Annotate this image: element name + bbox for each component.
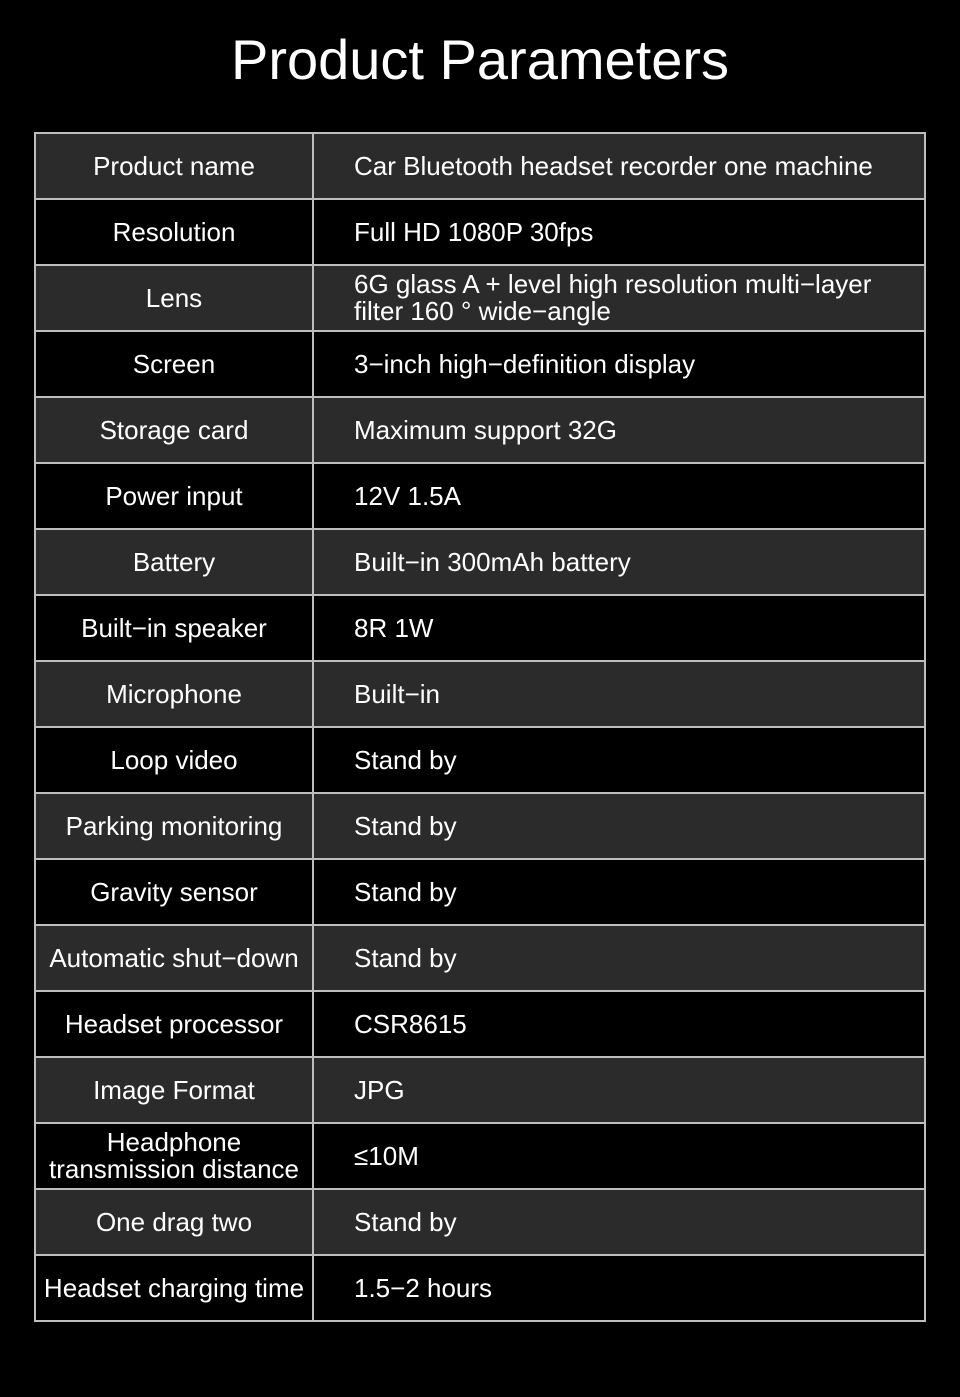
- param-label: Headset processor: [35, 991, 313, 1057]
- param-value: ≤10M: [313, 1123, 925, 1189]
- param-label: Power input: [35, 463, 313, 529]
- table-row: [35, 331, 925, 397]
- param-value: Stand by: [313, 793, 925, 859]
- page-title: Product Parameters: [231, 28, 729, 91]
- table-row: [35, 595, 925, 661]
- param-value: Built−in 300mAh battery: [313, 529, 925, 595]
- table-row: [35, 133, 925, 199]
- param-value: Stand by: [313, 1189, 925, 1255]
- table-row: [35, 1057, 925, 1123]
- param-label: Storage card: [35, 397, 313, 463]
- param-value: Maximum support 32G: [313, 397, 925, 463]
- table-row: [35, 1189, 925, 1255]
- table-row: [35, 991, 925, 1057]
- param-value: JPG: [313, 1057, 925, 1123]
- param-label: Headphone transmission distance: [35, 1123, 313, 1189]
- param-label: Loop video: [35, 727, 313, 793]
- table-row: [35, 529, 925, 595]
- table-row: [35, 859, 925, 925]
- param-label: Parking monitoring: [35, 793, 313, 859]
- param-value: Stand by: [313, 925, 925, 991]
- param-label: One drag two: [35, 1189, 313, 1255]
- param-value: Car Bluetooth headset recorder one machine: [313, 133, 925, 199]
- param-value: 8R 1W: [313, 595, 925, 661]
- param-label: Lens: [35, 265, 313, 331]
- param-value: CSR8615: [313, 991, 925, 1057]
- table-row: [35, 1123, 925, 1189]
- param-value: Stand by: [313, 859, 925, 925]
- param-label: Gravity sensor: [35, 859, 313, 925]
- param-value: 6G glass A + level high resolution multi−layer filter 160 ° wide−angle: [313, 265, 925, 331]
- param-label: Microphone: [35, 661, 313, 727]
- param-label: Headset charging time: [35, 1255, 313, 1321]
- table-row: [35, 661, 925, 727]
- param-label: Automatic shut−down: [35, 925, 313, 991]
- param-value: 3−inch high−definition display: [313, 331, 925, 397]
- table-row: [35, 463, 925, 529]
- param-value: Built−in: [313, 661, 925, 727]
- table-row: [35, 265, 925, 331]
- spec-table: [34, 132, 926, 1322]
- param-value: 12V 1.5A: [313, 463, 925, 529]
- table-row: [35, 727, 925, 793]
- param-label: Built−in speaker: [35, 595, 313, 661]
- param-label: Product name: [35, 133, 313, 199]
- table-row: [35, 925, 925, 991]
- param-label: Image Format: [35, 1057, 313, 1123]
- param-value: Full HD 1080P 30fps: [313, 199, 925, 265]
- param-label: Resolution: [35, 199, 313, 265]
- param-label: Battery: [35, 529, 313, 595]
- table-row: [35, 1255, 925, 1321]
- table-row: [35, 793, 925, 859]
- param-label: Screen: [35, 331, 313, 397]
- param-value: Stand by: [313, 727, 925, 793]
- param-value: 1.5−2 hours: [313, 1255, 925, 1321]
- table-row: [35, 397, 925, 463]
- table-row: [35, 199, 925, 265]
